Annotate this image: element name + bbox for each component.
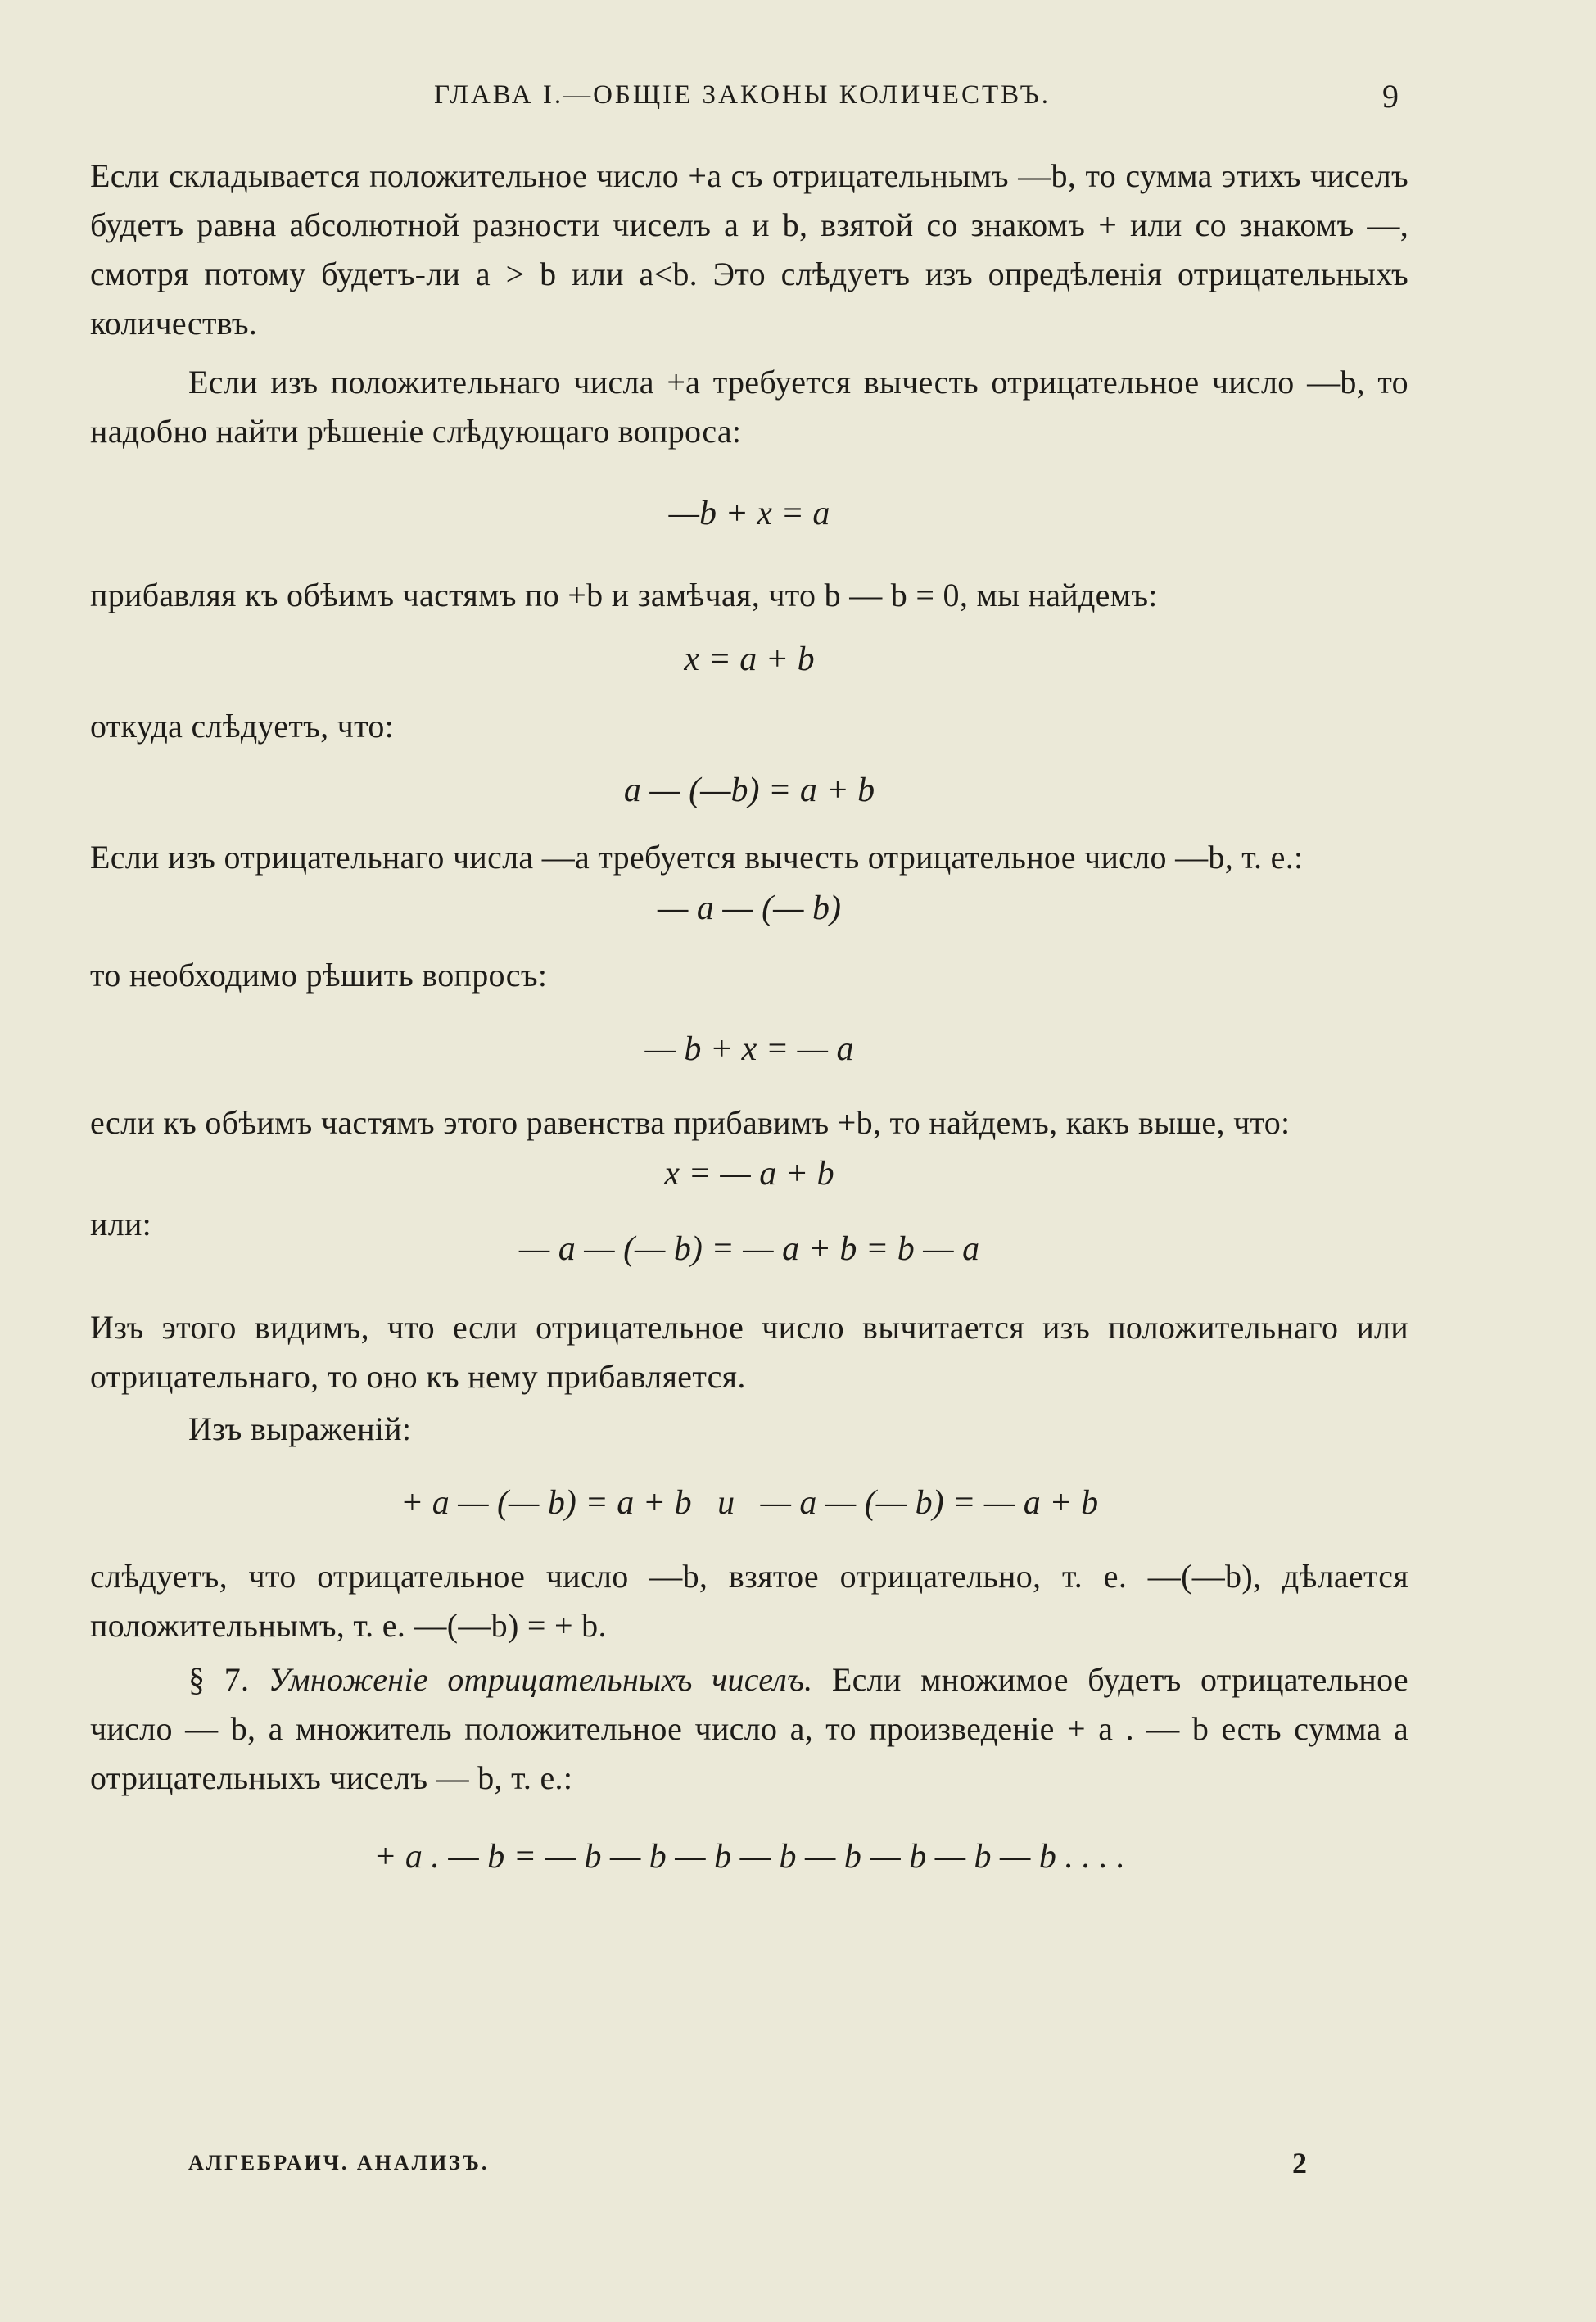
section-number: § 7. bbox=[188, 1661, 250, 1698]
page-number: 9 bbox=[1382, 78, 1399, 115]
formula: — a — (— b) bbox=[657, 889, 841, 927]
paragraph: то необходимо рѣшить вопросъ: bbox=[90, 957, 548, 994]
formula: — a — (— b) = — a + b = b — a bbox=[518, 1230, 980, 1268]
page-footer bbox=[188, 2146, 1417, 2195]
formula: x = a + b bbox=[684, 640, 815, 678]
paragraph: прибавляя къ обѣимъ частямъ по +b и замѣчая, что b — b = 0, мы найдемъ: bbox=[90, 577, 1158, 613]
section-paragraph bbox=[90, 1655, 1408, 1803]
running-head: ГЛАВА I.—ОБЩІЕ ЗАКОНЫ КОЛИЧЕСТВЪ. bbox=[434, 80, 1051, 110]
paragraph: или: bbox=[90, 1206, 152, 1242]
paragraph: Если изъ отрицательнаго числа —a требуется вычесть отрицательное число —b, т. е.: bbox=[90, 839, 1304, 876]
book-title: АЛГЕБРАИЧ. АНАЛИЗЪ. bbox=[188, 2151, 490, 2175]
formula: a — (—b) = a + b bbox=[623, 772, 875, 809]
formula: — b + x = — a bbox=[644, 1030, 854, 1068]
paragraph: Если изъ положительнаго числа +a требуется вычесть отрицательное число —b, то надобно найти рѣшеніе слѣдующаго вопроса: bbox=[90, 364, 1408, 450]
page-header bbox=[0, 80, 1596, 129]
paragraph: Изъ выраженій: bbox=[188, 1410, 412, 1447]
paragraph: слѣдуетъ, что отрицательное число —b, взятое отрицательно, т. е. —(—b), дѣлается положительнымъ, т. е. —(—b) = + b. bbox=[90, 1558, 1408, 1644]
paragraph: откуда слѣдуетъ, что: bbox=[90, 708, 395, 745]
section-title: Умноженіе отрицательныхъ чиселъ. bbox=[268, 1661, 813, 1698]
section-text: Если множимое будетъ отрицательное число — b, а множитель положительное число a, то произведеніе + a . — b есть сумма a отрицательныхъ чиселъ — b, т. е.: bbox=[90, 1661, 1408, 1796]
formula: —b + x = a bbox=[668, 495, 830, 532]
formula: x = — a + b bbox=[664, 1155, 834, 1193]
formula: + a — (— b) = a + b и — a — (— b) = — a + b bbox=[400, 1484, 1099, 1522]
signature-number: 2 bbox=[1292, 2147, 1307, 2179]
paragraph: Если складывается положительное число +a съ отрицательнымъ —b, то сумма этихъ чиселъ будетъ равна абсолютной разности чиселъ a и b, взятой со знакомъ + или со знакомъ —, смотря потому будетъ-ли a > b или a<b. Это слѣдуетъ изъ опредѣленія отрицательныхъ количествъ. bbox=[90, 157, 1408, 342]
page-body bbox=[90, 152, 1408, 1881]
formula: + a . — b = — b — b — b — b — b — b — b — b . . . . bbox=[373, 1838, 1125, 1876]
paragraph: Изъ этого видимъ, что если отрицательное число вычитается изъ положительнаго или отрицательнаго, то оно къ нему прибавляется. bbox=[90, 1309, 1408, 1395]
paragraph: если къ обѣимъ частямъ этого равенства прибавимъ +b, то найдемъ, какъ выше, что: bbox=[90, 1104, 1291, 1141]
